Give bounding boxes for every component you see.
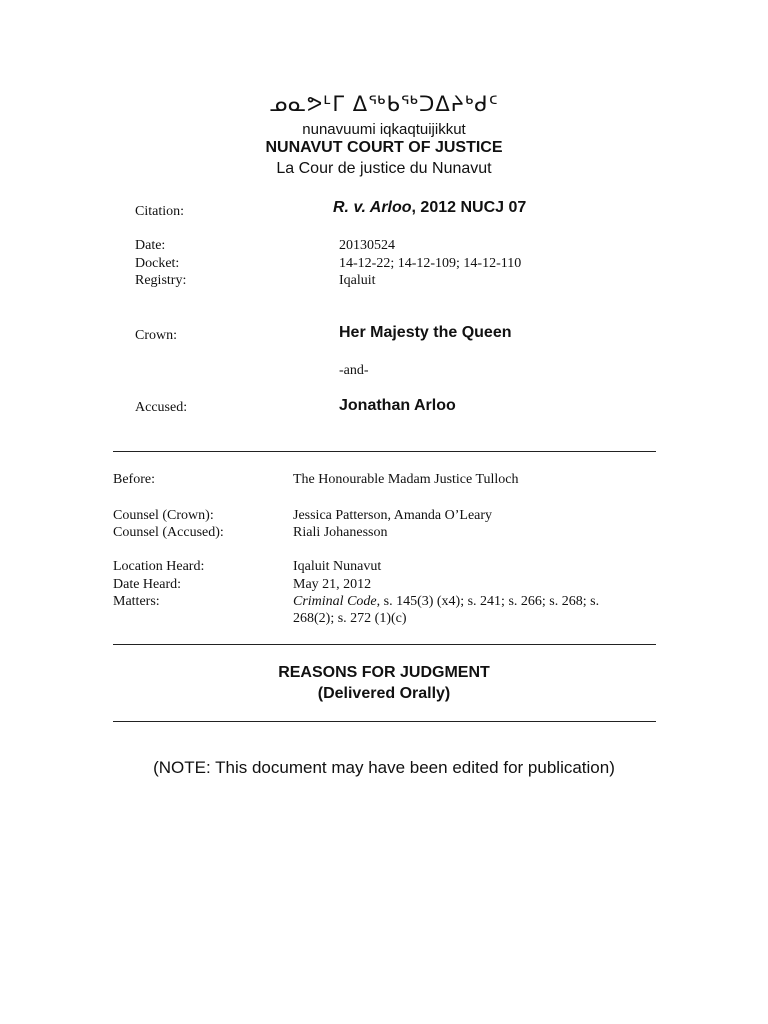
- court-name-english: NUNAVUT COURT OF JUSTICE: [265, 139, 503, 156]
- divider-top: [113, 451, 656, 452]
- date-value: 20130524: [339, 238, 395, 253]
- court-name-inuktitut: nunavuumi iqkaqtuijikkut: [302, 121, 466, 138]
- matters-sections: , s. 145(3) (x4); s. 241; s. 266; s. 268; s. 268(2); s. 272 (1)(c): [293, 594, 600, 626]
- counsel-crown-value: Jessica Patterson, Amanda O’Leary: [293, 508, 493, 523]
- date-label: Date:: [135, 238, 166, 253]
- citation-label: Citation:: [135, 204, 184, 219]
- court-name-french: La Cour de justice du Nunavut: [276, 160, 492, 177]
- accused-value: Jonathan Arloo: [339, 397, 456, 414]
- counsel-accused-label: Counsel (Accused):: [113, 525, 224, 540]
- docket-label: Docket:: [135, 256, 180, 271]
- citation-value: [333, 199, 526, 217]
- publication-note: (NOTE: This document may have been edited for publication): [153, 758, 615, 777]
- judgment-subtitle: (Delivered Orally): [317, 685, 451, 702]
- before-label: Before:: [113, 472, 155, 487]
- counsel-accused-value: Riali Johanesson: [293, 525, 388, 540]
- date-heard-label: Date Heard:: [113, 577, 182, 592]
- matters-label: Matters:: [113, 594, 160, 609]
- registry-value: Iqaluit: [339, 273, 376, 288]
- divider-bottom: [113, 721, 656, 722]
- and-separator: -and-: [339, 363, 369, 378]
- accused-label: Accused:: [135, 400, 188, 415]
- divider-middle: [113, 644, 656, 645]
- matters-code: Criminal Code: [293, 594, 377, 609]
- crown-label: Crown:: [135, 328, 177, 343]
- citation-reference: , 2012 NUCJ 07: [411, 199, 527, 216]
- before-value: The Honourable Madam Justice Tulloch: [293, 472, 519, 487]
- registry-label: Registry:: [135, 273, 187, 288]
- court-name-syllabics: ᓄᓇᕗᒻᒥ ᐃᖅᑲᖅᑐᐃᔨᒃᑯᑦ: [269, 92, 499, 116]
- judgment-title: REASONS FOR JUDGMENT: [278, 664, 490, 681]
- matters-value: [293, 593, 633, 627]
- citation-case-name: R. v. Arloo: [333, 199, 412, 216]
- counsel-crown-label: Counsel (Crown):: [113, 508, 214, 523]
- crown-value: Her Majesty the Queen: [339, 324, 512, 341]
- date-heard-value: May 21, 2012: [293, 577, 372, 592]
- location-label: Location Heard:: [113, 559, 205, 574]
- location-value: Iqaluit Nunavut: [293, 559, 382, 574]
- docket-value: 14-12-22; 14-12-109; 14-12-110: [339, 256, 522, 271]
